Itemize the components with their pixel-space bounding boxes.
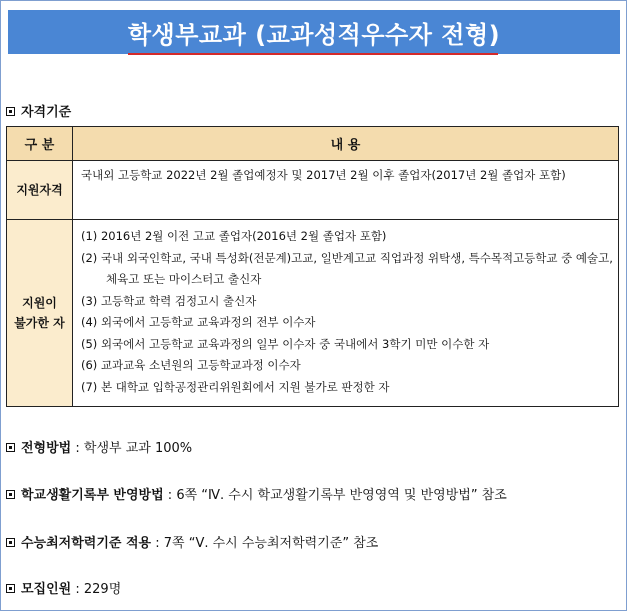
section-record-method: 학교생활기록부 반영방법 : 6쪽 “Ⅳ. 수시 학교생활기록부 반영영역 및 반영방법” 참조 (6, 484, 507, 503)
square-bullet-icon (6, 584, 15, 593)
section-qualification (6, 101, 71, 120)
record-method-value: 6쪽 “Ⅳ. 수시 학교생활기록부 반영영역 및 반영방법” 참조 (176, 488, 507, 503)
list-item: (6) 교과교육 소년원의 고등학교과정 이수자 (81, 358, 301, 372)
recruitment-label: 모집인원 (21, 582, 72, 597)
row-ineligible-category-line2: 불가한 자 (14, 316, 65, 330)
title-banner (8, 10, 620, 54)
list-item: (3) 고등학교 학력 검정고시 출신자 (81, 293, 257, 308)
row-ineligible-category-line1: 지원이 (22, 296, 57, 310)
row-ineligible-category (7, 220, 73, 407)
row-eligibility-content: 국내외 고등학교 2022년 2월 졸업예정자 및 2017년 2월 이후 졸업자(2017년 2월 졸업자 포함) (73, 161, 619, 220)
table-header-row (7, 127, 619, 161)
row-eligibility-category: 지원자격 (7, 161, 73, 220)
square-bullet-icon (6, 538, 15, 547)
list-item: (7) 본 대학교 입학공정관리위원회에서 지원 불가로 판정한 자 (81, 379, 390, 394)
header-category: 구 분 (7, 127, 73, 161)
section-qualification-label: 자격기준 (21, 105, 72, 120)
recruitment-value: 229명 (83, 582, 122, 597)
csat-minimum-value: 7쪽 “Ⅴ. 수시 수능최저학력기준” 참조 (163, 536, 379, 551)
square-bullet-icon (6, 443, 15, 452)
list-item: (2) 국내 외국인학교, 국내 특성화(전문계)고교, 일반계고교 직업과정 위탁생, 특수목적고등학교 중 예술고, (81, 250, 613, 265)
list-item: (4) 외국에서 고등학교 교육과정의 전부 이수자 (81, 315, 316, 329)
selection-method-value: 학생부 교과 100% (83, 441, 193, 456)
table-row (7, 220, 619, 407)
table-row (7, 161, 619, 220)
header-content: 내 용 (73, 127, 619, 161)
page-title: 학생부교과 (교과성적우수자 전형) (127, 21, 501, 49)
square-bullet-icon (6, 107, 15, 116)
qualification-table (6, 126, 619, 407)
square-bullet-icon (6, 490, 15, 499)
section-recruitment: 모집인원 : 229명 (6, 578, 121, 597)
list-item: (1) 2016년 2월 이전 고교 졸업자(2016년 2월 졸업자 포함) (81, 229, 387, 243)
list-item: (5) 외국에서 고등학교 교육과정의 일부 이수자 중 국내에서 3학기 미만 이수한 자 (81, 336, 490, 351)
record-method-label: 학교생활기록부 반영방법 (21, 488, 164, 503)
selection-method-label: 전형방법 (21, 441, 72, 456)
csat-minimum-label: 수능최저학력기준 적용 (21, 536, 152, 551)
section-selection-method: 전형방법 : 학생부 교과 100% (6, 437, 192, 456)
section-csat-minimum: 수능최저학력기준 적용 : 7쪽 “Ⅴ. 수시 수능최저학력기준” 참조 (6, 532, 378, 551)
title-underline (128, 53, 498, 55)
row-ineligible-content (73, 220, 619, 407)
list-item: 체육고 또는 마이스터고 출신자 (106, 272, 262, 286)
